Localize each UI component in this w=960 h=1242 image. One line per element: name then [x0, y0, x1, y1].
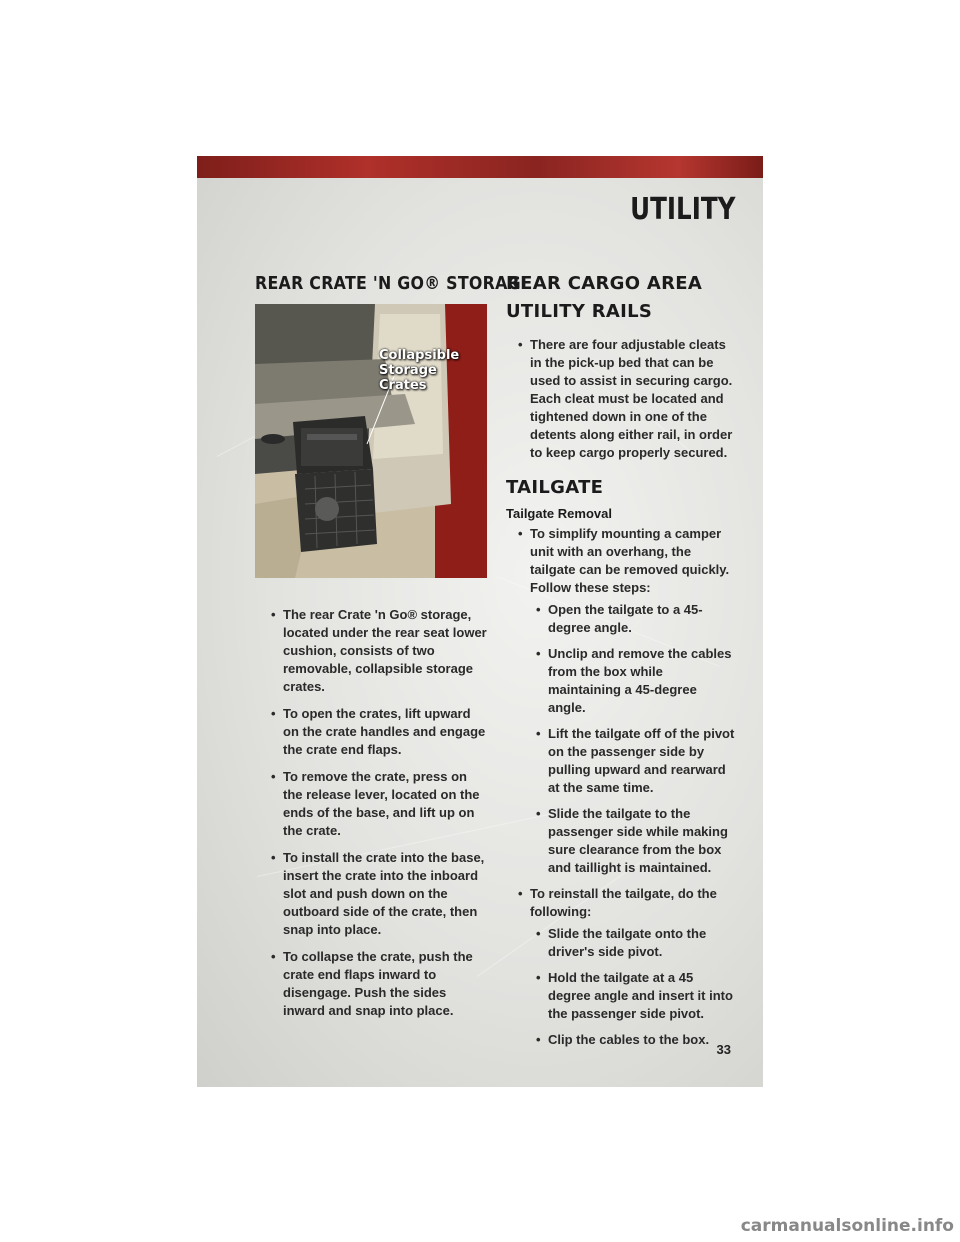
list-item-text: To remove the crate, press on the release lever, located on the ends of the base, and lift up on the crate.: [283, 769, 480, 838]
list-item: [255, 768, 487, 840]
crate-storage-photo: [255, 304, 487, 578]
list-item-text: To collapse the crate, push the crate end flaps inward to disengage. Push the sides inward and snap into place.: [283, 949, 473, 1018]
bullet: •: [271, 706, 276, 721]
list-item: [255, 606, 487, 696]
tailgate-removal-subheading: Tailgate Removal: [506, 506, 612, 521]
list-item-text: Hold the tailgate at a 45 degree angle and insert it into the passenger side pivot.: [548, 970, 733, 1021]
bullet: •: [536, 646, 541, 661]
seat-crate-illustration: [255, 304, 487, 578]
watermark-site: carmanualsonline.info: [740, 1216, 954, 1236]
bullet: •: [518, 337, 523, 352]
list-item: [506, 1031, 736, 1049]
tailgate-reinstall-steps: [506, 925, 736, 1049]
crate-storage-list: [255, 606, 487, 1020]
list-item-text: Slide the tailgate onto the driver's side pivot.: [548, 926, 707, 959]
utility-rails-list: [506, 336, 736, 462]
section-title: UTILITY: [629, 192, 735, 227]
bullet: •: [271, 607, 276, 622]
utility-rails-heading: REAR CARGO AREA UTILITY RAILS: [506, 273, 703, 322]
bullet: •: [536, 602, 541, 617]
tailgate-reinstall-intro: [506, 885, 736, 921]
list-item-text: To open the crates, lift upward on the crate handles and engage the crate end flaps.: [283, 706, 486, 757]
crate-storage-heading: REAR CRATE 'N GO® STORAGE: [255, 273, 532, 294]
list-item: [506, 925, 736, 961]
callout-line-2: Storage: [379, 363, 437, 378]
list-item-text: Slide the tailgate to the passenger side while making sure clearance from the box and taillight is maintained.: [548, 806, 728, 875]
list-item: [506, 525, 736, 597]
callout-line-1: Collapsible: [379, 348, 460, 363]
list-item: [506, 601, 736, 637]
bullet: •: [271, 769, 276, 784]
list-item: [255, 849, 487, 939]
tailgate-heading: TAILGATE: [506, 477, 604, 498]
tailgate-removal-steps: [506, 601, 736, 877]
list-item-text: Lift the tailgate off of the pivot on the passenger side by pulling upward and rearward at the same time.: [548, 726, 735, 795]
list-item-text: The rear Crate 'n Go® storage, located under the rear seat lower cushion, consists of two removable, collapsible storage crates.: [283, 607, 487, 694]
tailgate-removal-intro: [506, 525, 736, 597]
bullet: •: [518, 526, 523, 541]
list-item-text: Unclip and remove the cables from the box while maintaining a 45-degree angle.: [548, 646, 732, 715]
list-item: [506, 969, 736, 1023]
list-item-text: To simplify mounting a camper unit with an overhang, the tailgate can be removed quickly. Follow these steps:: [530, 526, 730, 595]
list-item-text: Clip the cables to the box.: [548, 1032, 710, 1047]
header-red-bar: [197, 156, 763, 178]
callout-line-3: Crates: [379, 378, 427, 393]
photo-callout-label: [379, 348, 459, 393]
left-column: [255, 270, 532, 1029]
list-item: [506, 805, 736, 877]
bullet: •: [271, 850, 276, 865]
bullet: •: [536, 1032, 541, 1047]
bullet: •: [518, 886, 523, 901]
list-item: [506, 725, 736, 797]
list-item: [506, 885, 736, 921]
list-item: [506, 645, 736, 717]
list-item: [255, 705, 487, 759]
list-item-text: Open the tailgate to a 45-degree angle.: [548, 602, 703, 635]
list-item: [255, 948, 487, 1020]
list-item-text: To install the crate into the base, insert the crate into the inboard slot and push down on the outboard side of the crate, then snap into place.: [283, 850, 485, 937]
list-item: [506, 336, 736, 462]
right-column: [506, 270, 736, 1057]
page-number: 33: [716, 1042, 731, 1057]
list-item-text: To reinstall the tailgate, do the following:: [530, 886, 717, 919]
bullet: •: [271, 949, 276, 964]
manual-page: [197, 156, 763, 1087]
list-item-text: There are four adjustable cleats in the pick-up bed that can be used to assist in securing cargo. Each cleat must be located and tightened down in one of the detents along either rail, in order to keep cargo properly secured.: [530, 337, 733, 460]
bullet: •: [536, 926, 541, 941]
bullet: •: [536, 806, 541, 821]
bullet: •: [536, 726, 541, 741]
bullet: •: [536, 970, 541, 985]
